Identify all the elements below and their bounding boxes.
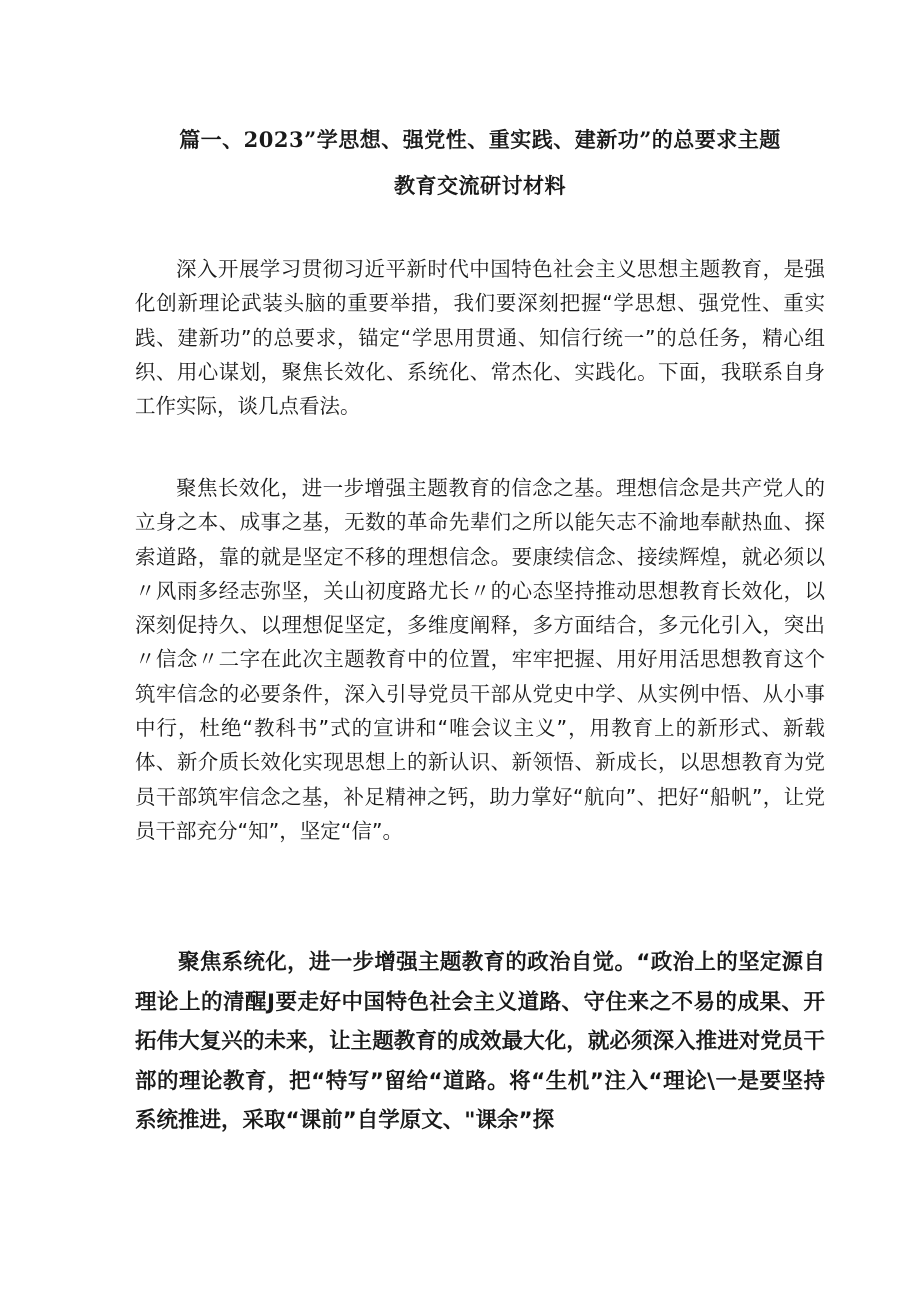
document-title-line-1: 篇一、2023”学思想、强党性、重实践、建新功”的总要求主题 [179, 127, 781, 152]
body-paragraph-2: 聚焦长效化，进一步增强主题教育的信念之基。理想信念是共产党人的立身之本、成事之基，无数的革命先辈们之所以能矢志不渝地奉献热血、探索道路，靠的就是坚定不移的理想信念。要康续信念、接续辉煌，就必须以〃风雨多经志弥坚，关山初度路尤长〃的心态坚持推动思想教育长效化，以深刻促持久、以理想促坚定，多维度阐释，多方面结合，多元化引入，突出〃信念〃二字在此次主题教育中的位置，牢牢把握、用好用活思想教育这个筑牢信念的必要条件，深入引导党员干部从党史中学、从实例中悟、从小事中行，杜绝“教科书”式的宣讲和“唯会议主义”，用教育上的新形式、新载体、新介质长效化实现思想上的新认识、新领悟、新成长，以思想教育为党员干部筑牢信念之基，补足精神之钙，助力掌好“航向”、把好“船帆”，让党员干部充分“知”，坚定“信”。 [135, 476, 825, 843]
document-title-line-2: 教育交流研讨材料 [394, 173, 566, 198]
body-paragraph-3: 聚焦系统化，进一步增强主题教育的政治自觉。“政治上的坚定源自理论上的清醒J要走好中国特色社会主义道路、守住来之不易的成果、开拓伟大复兴的未来，让主题教育的成效最大化，就必须深入推进对党员干部的理论教育，把“特写”留给“道路。将“生机”注入“理论\一是要坚持系统推进，采取“课前”自学原文、"课余”探 [135, 950, 825, 1133]
body-paragraph-1: 深入开展学习贯彻习近平新时代中国特色社会主义思想主题教育，是强化创新理论武装头脑的重要举措，我们要深刻把握“学思想、强党性、重实践、建新功”的总要求，锚定“学思用贯通、知信行统一”的总任务，精心组织、用心谋划，聚焦长效化、系统化、常杰化、实践化。下面，我联系自身工作实际，谈几点看法。 [135, 257, 825, 419]
